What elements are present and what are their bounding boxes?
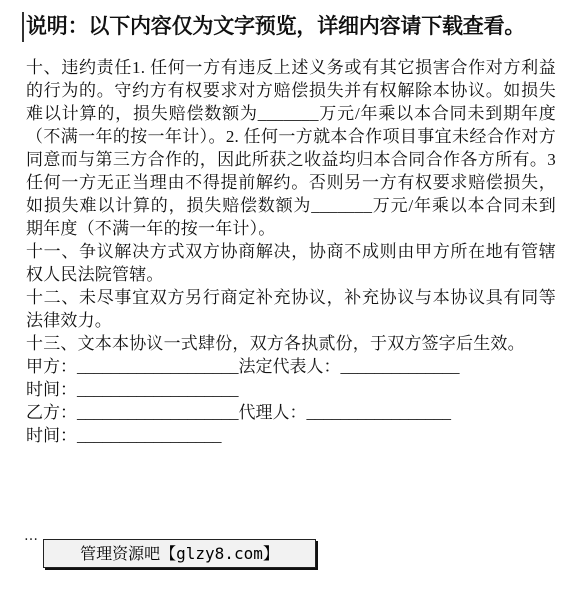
- party-a-date-line: 时间：___________________: [26, 380, 239, 399]
- clause-dispute-resolution: 十一、争议解决方式双方协商解决，协商不成则由甲方所在地有管辖权人民法院管辖。: [26, 242, 556, 284]
- party-b-date-line: 时间：_________________: [26, 426, 222, 445]
- source-watermark: 管理资源吧【glzy8.com】: [43, 539, 316, 568]
- preview-notice: 说明：以下内容仅为文字预览，详细内容请下载查看。: [22, 12, 570, 42]
- contract-body: [26, 56, 556, 447]
- ellipsis-mark: …: [24, 528, 38, 544]
- clause-supplementary-agreement: 十二、未尽事宜双方另行商定补充协议，补充协议与本协议具有同等法律效力。: [26, 288, 556, 330]
- party-b-signature-line: 乙方：___________________代理人：_________________: [26, 403, 451, 422]
- party-a-signature-line: 甲方：___________________法定代表人：______________: [26, 357, 460, 376]
- clause-copies-effectiveness: 十三、文本本协议一式肆份，双方各执贰份，于双方签字后生效。: [26, 334, 525, 353]
- clause-breach-liability: 十、违约责任1. 任何一方有违反上述义务或有其它损害合作对方利益的行为的。守约方有权要求对方赔偿损失并有权解除本协议。如损失难以计算的，损失赔偿数额为_______万元/年乘以本合同未到期年度（不满一年的按一年计）。2. 任何一方就本合作项目事宜未经合作对方同意而与第三方合作的，因此所获之收益均归本合同合作各方所有。3任何一方无正当理由不得提前解约。否则另一方有权要求赔偿损失，如损失难以计算的，损失赔偿数额为_______万元/年乘以本合同未到期年度（不满一年的按一年计）。: [26, 58, 556, 238]
